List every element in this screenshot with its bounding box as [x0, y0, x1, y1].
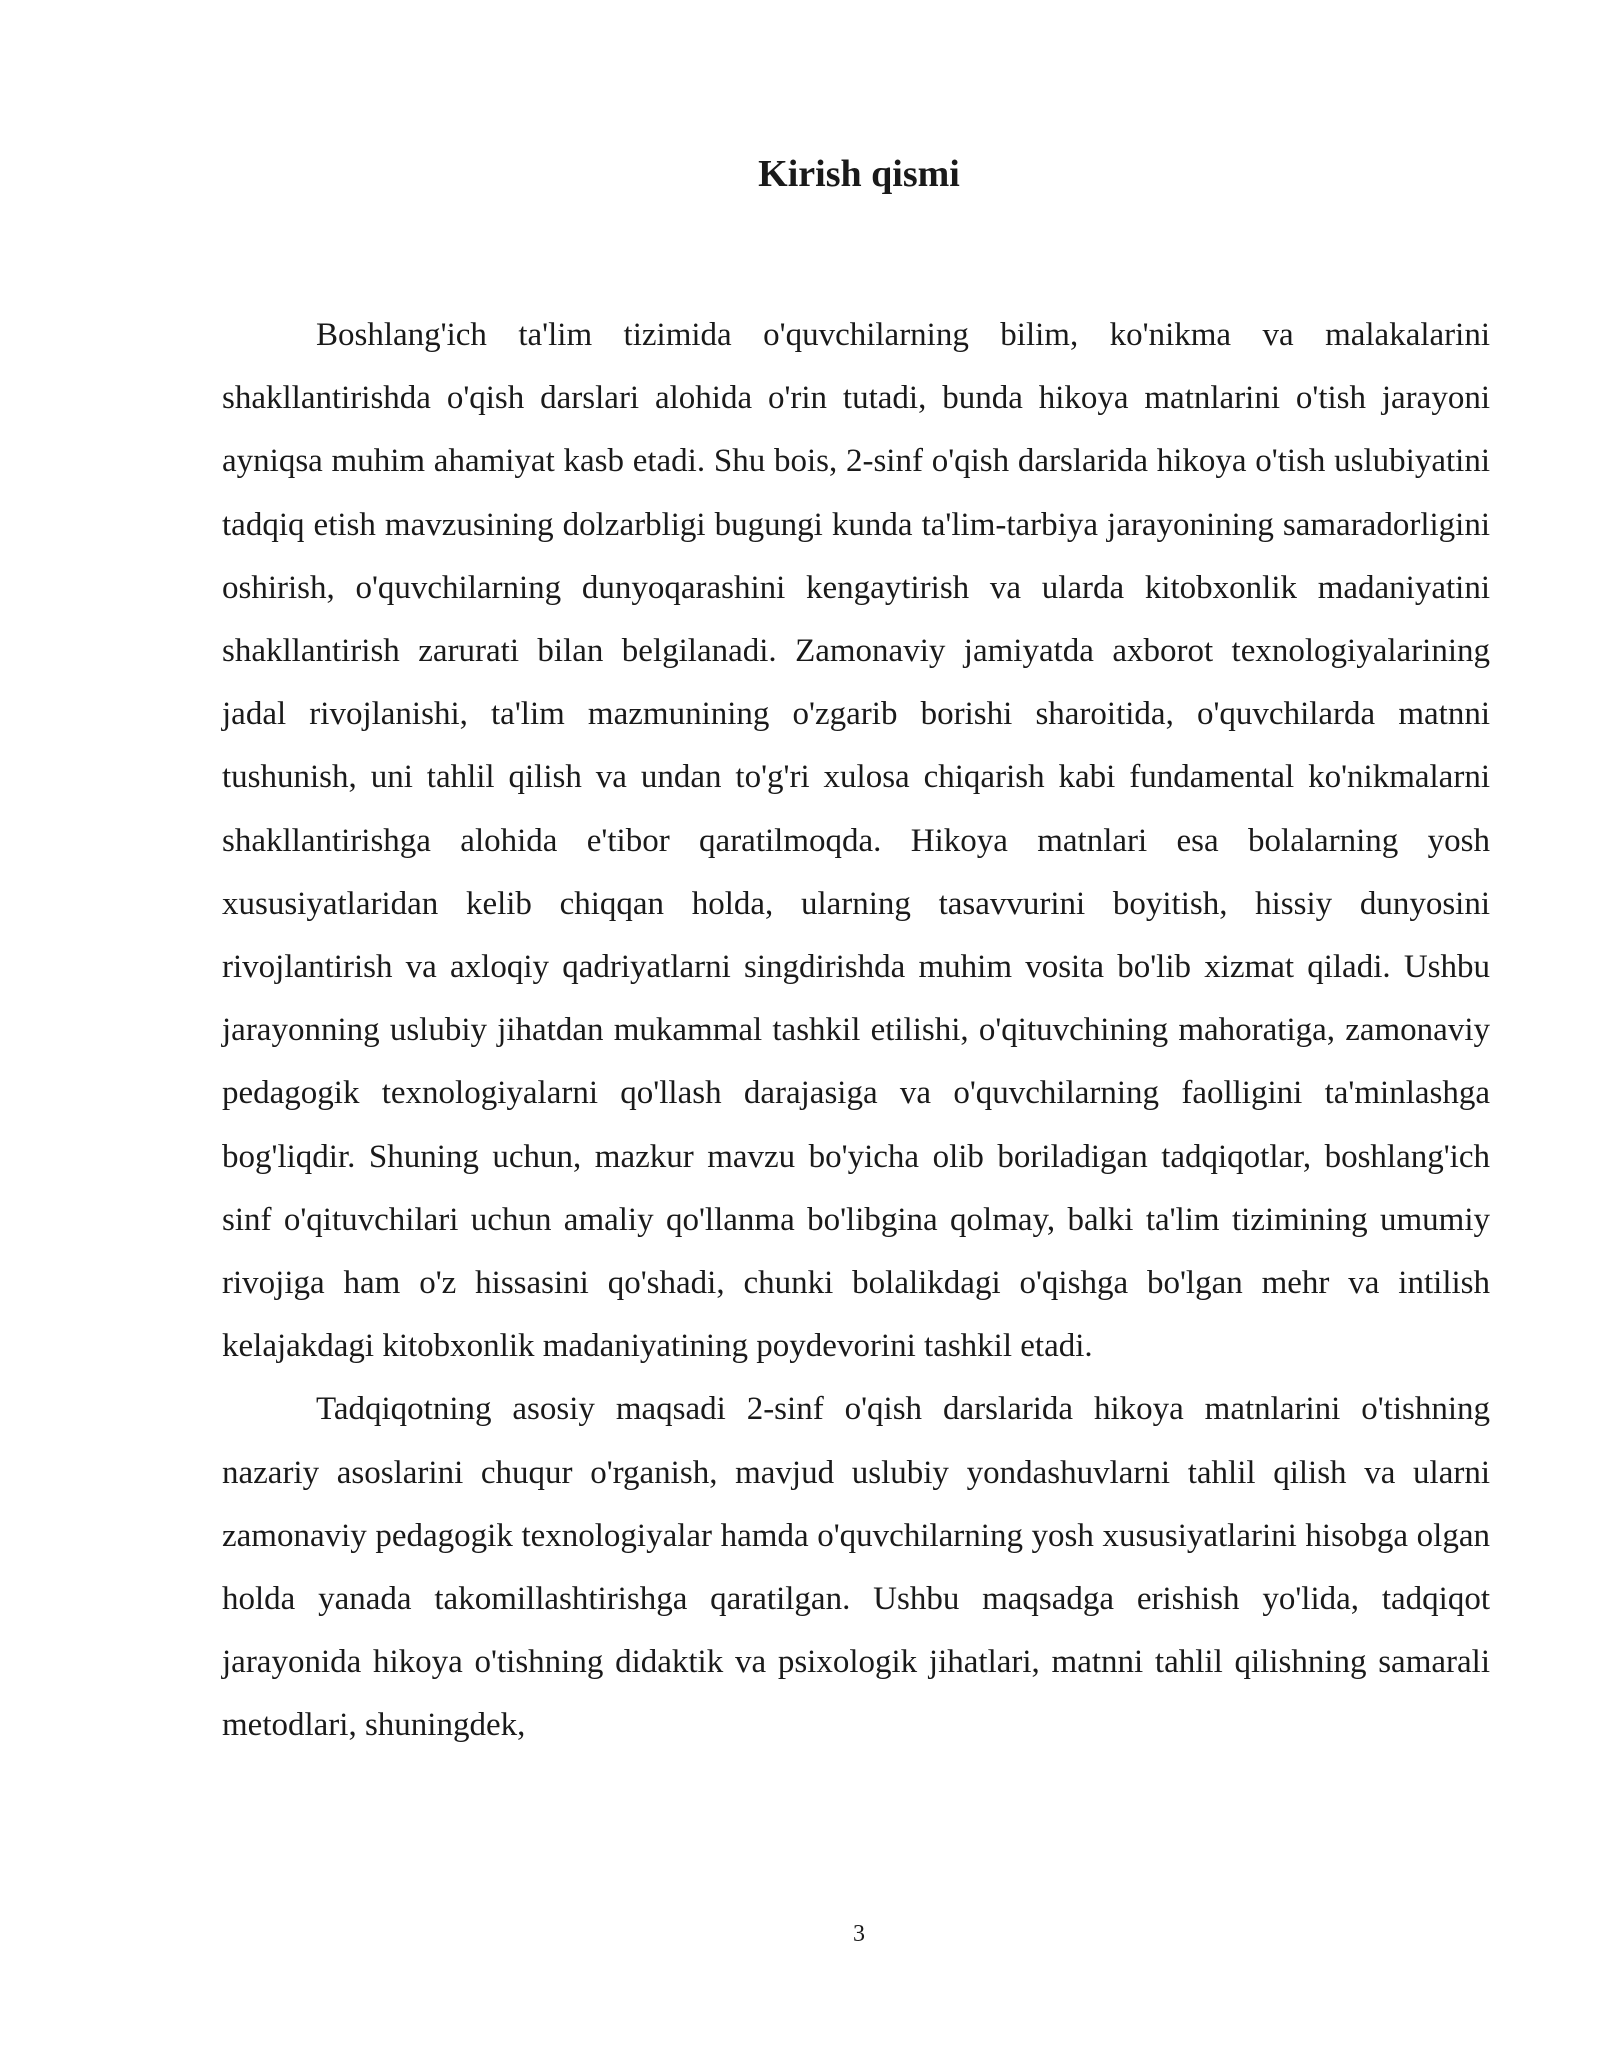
body-text	[222, 304, 1490, 1758]
page-number: 3	[853, 1921, 865, 1947]
paragraph-1: Boshlang'ich ta'lim tizimida o'quvchilarning bilim, ko'nikma va malakalarini shakllantirishda o'qish darslari alohida o'rin tutadi, bunda hikoya matnlarini o'tish jarayoni ayniqsa muhim ahamiyat kasb etadi. Shu bois, 2-sinf o'qish darslarida hikoya o'tish uslubiyatini tadqiq etish mavzusining dolzarbligi bugungi kunda ta'lim-tarbiya jarayonining samaradorligini oshirish, o'quvchilarning dunyoqarashini kengaytirish va ularda kitobxonlik madaniyatini shakllantirish zarurati bilan belgilanadi. Zamonaviy jamiyatda axborot texnologiyalarining jadal rivojlanishi, ta'lim mazmunining o'zgarib borishi sharoitida, o'quvchilarda matnni tushunish, uni tahlil qilish va undan to'g'ri xulosa chiqarish kabi fundamental ko'nikmalarni shakllantirishga alohida e'tibor qaratilmoqda. Hikoya matnlari esa bolalarning yosh xususiyatlaridan kelib chiqqan holda, ularning tasavvurini boyitish, hissiy dunyosini rivojlantirish va axloqiy qadriyatlarni singdirishda muhim vosita bo'lib xizmat qiladi. Ushbu jarayonning uslubiy jihatdan mukammal tashkil etilishi, o'qituvchining mahoratiga, zamonaviy pedagogik texnologiyalarni qo'llash darajasiga va o'quvchilarning faolligini ta'minlashga bog'liqdir. Shuning uchun, mazkur mavzu bo'yicha olib boriladigan tadqiqotlar, boshlang'ich sinf o'qituvchilari uchun amaliy qo'llanma bo'libgina qolmay, balki ta'lim tizimining umumiy rivojiga ham o'z hissasini qo'shadi, chunki bolalikdagi o'qishga bo'lgan mehr va intilish kelajakdagi kitobxonlik madaniyatining poydevorini tashkil etadi.	[222, 317, 1490, 1365]
paragraph-2: Tadqiqotning asosiy maqsadi 2-sinf o'qish darslarida hikoya matnlarini o'tishning nazariy asoslarini chuqur o'rganish, mavjud uslubiy yondashuvlarni tahlil qilish va ularni zamonaviy pedagogik texnologiyalar hamda o'quvchilarning yosh xususiyatlarini hisobga olgan holda yanada takomillashtirishga qaratilgan. Ushbu maqsadga erishish yo'lida, tadqiqot jarayonida hikoya o'tishning didaktik va psixologik jihatlari, matnni tahlil qilishning samarali metodlari, shuningdek,	[222, 1391, 1490, 1744]
section-title: Kirish qismi	[758, 153, 960, 195]
